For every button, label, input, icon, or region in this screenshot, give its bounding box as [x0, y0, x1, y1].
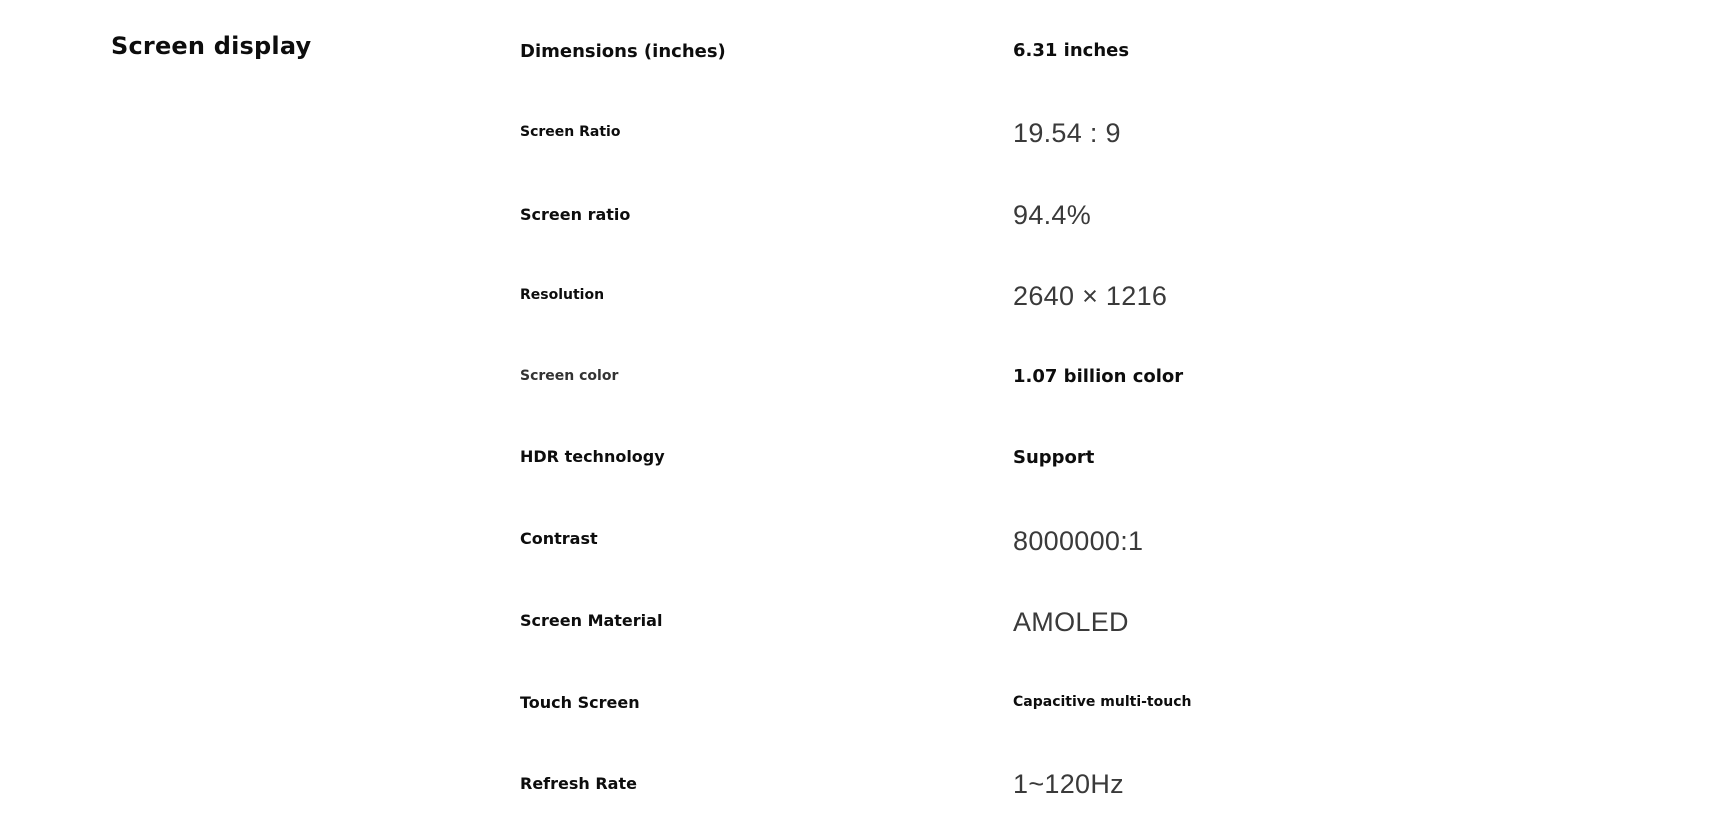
spec-row-screen-ratio	[0, 118, 1733, 162]
spec-value: 19.54 : 9	[1013, 118, 1121, 148]
spec-label: Screen color	[520, 368, 619, 384]
spec-label: Resolution	[520, 287, 605, 303]
spec-value: Support	[1013, 447, 1095, 468]
spec-row-screen-to-body	[0, 200, 1733, 243]
spec-row-refresh	[0, 769, 1733, 814]
spec-value: 94.4%	[1013, 200, 1092, 230]
spec-row-resolution	[0, 281, 1733, 326]
spec-row-material	[0, 607, 1733, 651]
spec-value: AMOLED	[1013, 607, 1129, 637]
spec-label: Screen Material	[520, 611, 663, 630]
section-title: Screen display	[111, 32, 312, 60]
spec-label: HDR technology	[520, 447, 665, 466]
spec-value: 6.31 inches	[1013, 40, 1130, 61]
spec-row-touch	[0, 693, 1733, 733]
spec-label: Refresh Rate	[520, 774, 637, 793]
spec-row-hdr	[0, 447, 1733, 487]
spec-row-dimensions	[0, 40, 1733, 80]
spec-row-contrast	[0, 526, 1733, 569]
spec-label: Touch Screen	[520, 693, 640, 712]
spec-value: 1~120Hz	[1013, 769, 1124, 799]
spec-value: 1.07 billion color	[1013, 366, 1184, 387]
spec-value: 8000000:1	[1013, 526, 1144, 556]
spec-row-screen-color	[0, 367, 1733, 407]
spec-label: Dimensions (inches)	[520, 41, 726, 62]
spec-label: Screen ratio	[520, 205, 631, 224]
spec-label: Screen Ratio	[520, 124, 621, 140]
spec-value: 2640 × 1216	[1013, 281, 1168, 311]
spec-label: Contrast	[520, 529, 598, 548]
spec-value: Capacitive multi-touch	[1013, 694, 1192, 710]
